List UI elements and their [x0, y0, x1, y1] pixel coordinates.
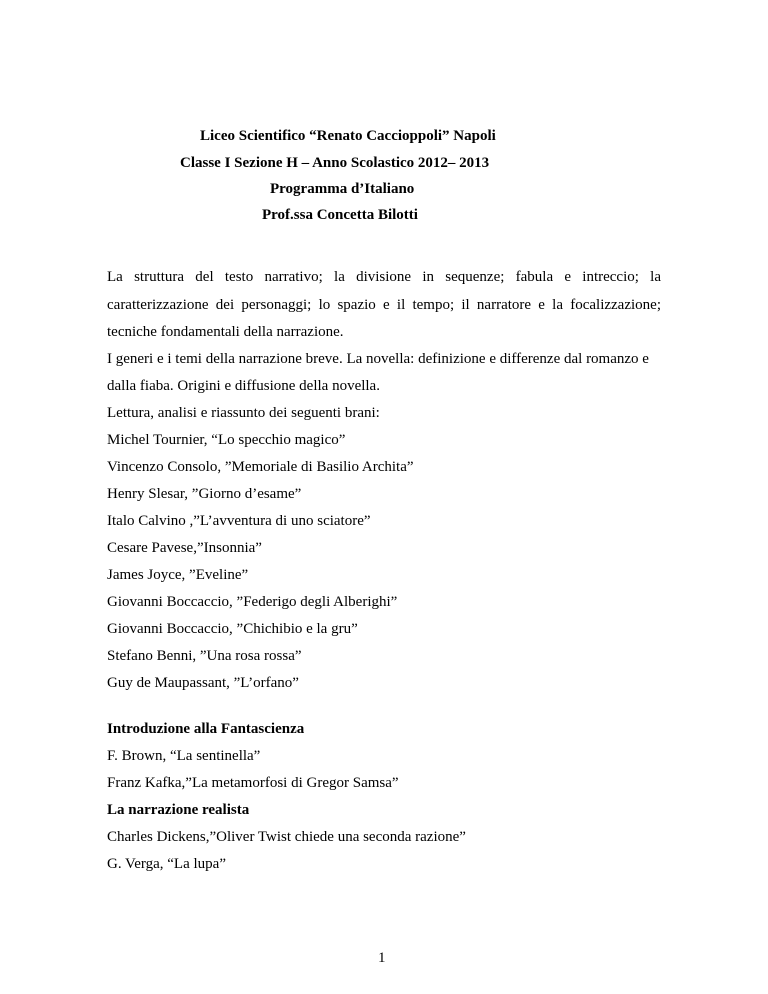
class-year-line: Classe I Sezione H – Anno Scolastico 2012– 2013 — [180, 155, 490, 171]
intro-line-3: tecniche fondamentali della narrazione. — [107, 324, 344, 340]
school-title: Liceo Scientifico “Renato Caccioppoli” Napoli — [200, 128, 496, 144]
list-item: Guy de Maupassant, ”L’orfano” — [107, 675, 299, 691]
list-item: James Joyce, ”Eveline” — [107, 567, 249, 583]
intro-line-2: caratterizzazione dei personaggi; lo spazio e il tempo; il narratore e la focalizzazione; — [107, 297, 661, 313]
list-item: Henry Slesar, ”Giorno d’esame” — [107, 486, 302, 502]
list-item: F. Brown, “La sentinella” — [107, 748, 261, 764]
list-item: Stefano Benni, ”Una rosa rossa” — [107, 648, 302, 664]
list-item: Michel Tournier, “Lo specchio magico” — [107, 432, 346, 448]
list-item: Giovanni Boccaccio, ”Federigo degli Alberighi” — [107, 594, 398, 610]
list-item: Cesare Pavese,”Insonnia” — [107, 540, 262, 556]
list-item: Vincenzo Consolo, ”Memoriale di Basilio Archita” — [107, 459, 414, 475]
intro-line-1: La struttura del testo narrativo; la divisione in sequenze; fabula e intreccio; la — [107, 269, 661, 285]
section-heading-scifi: Introduzione alla Fantascienza — [107, 721, 305, 737]
program-title: Programma d’Italiano — [270, 181, 415, 197]
list-item: Franz Kafka,”La metamorfosi di Gregor Samsa” — [107, 775, 399, 791]
intro-line-6: Lettura, analisi e riassunto dei seguenti brani: — [107, 405, 380, 421]
list-item: Italo Calvino ,”L’avventura di uno sciatore” — [107, 513, 371, 529]
list-item: Charles Dickens,”Oliver Twist chiede una seconda razione” — [107, 829, 466, 845]
list-item: G. Verga, “La lupa” — [107, 856, 226, 872]
teacher-name: Prof.ssa Concetta Bilotti — [262, 207, 418, 223]
page-number: 1 — [378, 950, 386, 966]
intro-line-4: I generi e i temi della narrazione breve. La novella: definizione e differenze dal romanzo e — [107, 351, 649, 367]
list-item: Giovanni Boccaccio, ”Chichibio e la gru” — [107, 621, 358, 637]
section-heading-realism: La narrazione realista — [107, 802, 250, 818]
intro-line-5: dalla fiaba. Origini e diffusione della novella. — [107, 378, 380, 394]
